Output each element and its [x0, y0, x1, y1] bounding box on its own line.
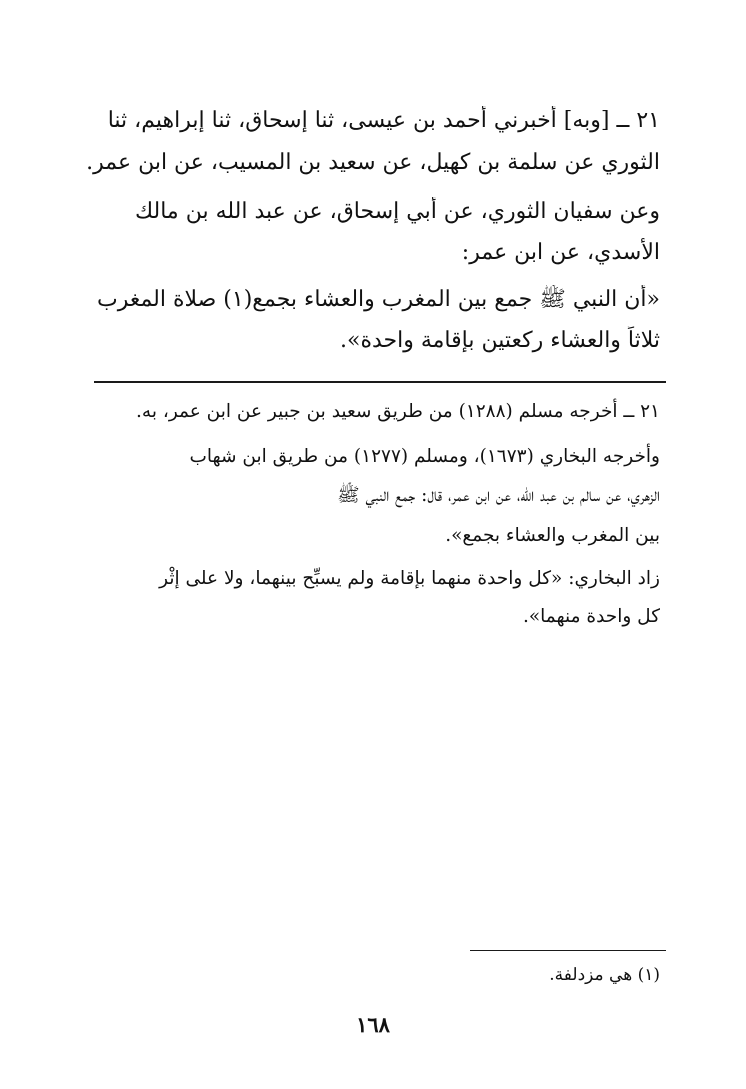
hadith-line-3: وعن سفيان الثوري، عن أبي إسحاق، عن عبد الله بن مالك	[134, 199, 660, 224]
hadith-line-4: الأسدي، عن ابن عمر:	[461, 240, 660, 265]
hadith-line-5: «أن النبي ﷺ جمع بين المغرب والعشاء بجمع(١) صلاة المغرب	[96, 287, 660, 312]
hadith-line-2: الثوري عن سلمة بن كهيل، عن سعيد بن المسيب، عن ابن عمر.	[86, 150, 660, 175]
hadith-line-6: ثلاثاً والعشاء ركعتين بإقامة واحدة».	[340, 328, 660, 353]
page-number: ١٦٨	[356, 1012, 390, 1037]
separator-rule	[94, 381, 666, 383]
footnote-rule	[470, 950, 666, 951]
footnote: (١) هي مزدلفة.	[549, 965, 660, 985]
takhrij-line-3: الزهري، عن سالم بن عبد الله، عن ابن عمر، قال: جمع النبي ﷺ	[337, 485, 660, 506]
hadith-line-1: ٢١ ــ [وبه] أخبرني أحمد بن عيسى، ثنا إسحاق، ثنا إبراهيم، ثنا	[107, 108, 660, 133]
takhrij-line-6: كل واحدة منهما».	[522, 606, 660, 627]
takhrij-line-5: زاد البخاري: «كل واحدة منهما بإقامة ولم يسبِّح بينهما، ولا على إثْر	[159, 568, 660, 589]
takhrij-line-1: ٢١ ــ أخرجه مسلم (١٢٨٨) من طريق سعيد بن جبير عن ابن عمر، به.	[136, 401, 660, 422]
takhrij-line-4: بين المغرب والعشاء بجمع».	[445, 525, 660, 546]
takhrij-line-2: وأخرجه البخاري (١٦٧٣)، ومسلم (١٢٧٧) من طريق ابن شهاب	[189, 446, 660, 467]
